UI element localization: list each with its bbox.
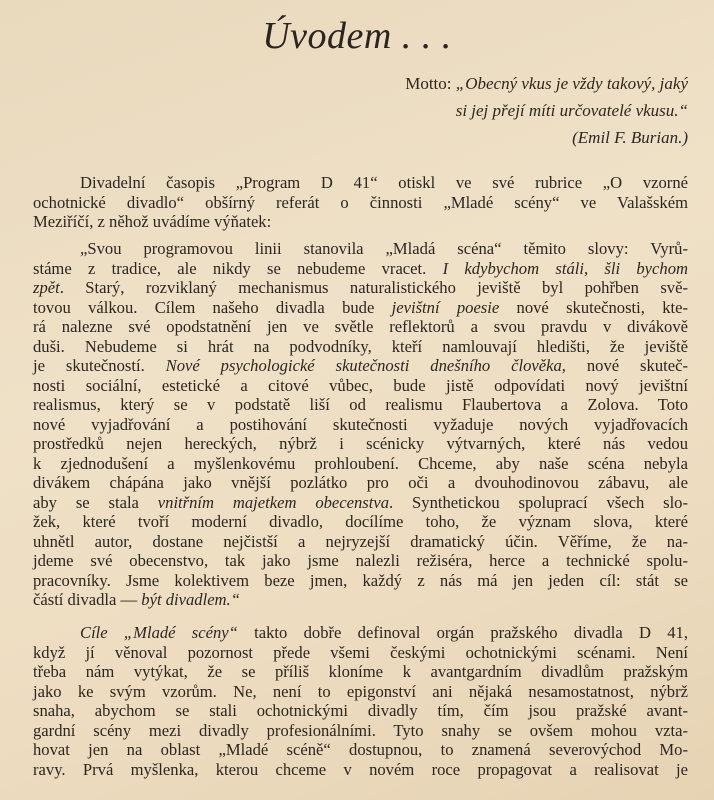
text: gardní scény mezi divadly profesionálními. Tyto snahy se ovšem mohou vzta- <box>33 720 688 740</box>
text: . Synthetickou spoluprací všech slo- <box>389 492 689 512</box>
italic-text: vnitřním majetkem obecenstva <box>157 492 390 512</box>
text: k zjednodušení a myšlenkovému prohloubení. Chceme, aby naše scéna nebyla <box>33 453 688 473</box>
text: Meziříčí, z něhož uvádíme výňatek: <box>33 212 272 231</box>
text: hovat jen na oblast „Mladé scéně“ dostupnou, to znamená severovýchod Mo- <box>33 740 688 759</box>
text-line <box>33 298 688 318</box>
text-line <box>33 701 688 721</box>
text: duši. Nebudeme si hrát na podvodníky, kteří namlouvají hledišti, že jeviště <box>33 336 688 356</box>
text-line <box>33 643 688 663</box>
text: ravy. Prvá myšlenka, kterou chceme v novém roce propagovat a realisovat je <box>33 759 688 779</box>
motto-quote-2: si jej přejí míti určovatelé vkusu.“ <box>455 101 688 120</box>
text: jdeme své obecenstvo, tak jako jsme nalezli režiséra, herce a technické spolu- <box>33 551 688 570</box>
italic-text: Cíle „Mladé scény“ <box>80 623 238 642</box>
page-title: Úvodem . . . <box>262 15 452 57</box>
text-line <box>33 212 688 232</box>
text: stáme z tradice, ale nikdy se nebudeme vracet. <box>33 258 443 278</box>
italic-text: být divadlem.“ <box>141 590 240 609</box>
text: uhnětl autor, dostane nejčistší a nejryzejší dramatický účin. Věříme, že na- <box>33 531 688 551</box>
text: ochotnické divadlo“ obšírný referát o činnosti „Mladé scény“ ve Valašském <box>33 192 688 212</box>
italic-text: I kdybychom stáli, šli bychom <box>442 258 688 278</box>
italic-text: Nové psychologické skutečnosti dnešního člověka, <box>165 356 566 375</box>
text: žek, které tvoří moderní divadlo, docílíme toho, že význam slova, které <box>33 512 688 531</box>
text: snaha, abychom se stali ochotnickými divadly tím, čím jsou pražské avant- <box>33 701 688 720</box>
text-line <box>33 317 688 337</box>
text-line <box>33 278 688 298</box>
motto-line-1 <box>405 74 688 94</box>
text-line <box>33 551 688 571</box>
text-line <box>33 434 688 454</box>
text-line <box>33 395 688 415</box>
text-line <box>33 662 688 682</box>
text: třeba nám vytýkat, že se příliš kloníme k avantgardním divadlům pražským <box>33 662 688 681</box>
text-line <box>33 590 688 610</box>
paragraph-quotation <box>33 239 688 610</box>
text: je skutečností. <box>33 356 166 375</box>
text-line <box>33 623 688 643</box>
text-line <box>33 682 688 702</box>
text: „Svou programovou linii stanovila „Mladá scéna“ těmito slovy: Vyrů- <box>80 239 688 258</box>
text-line <box>33 760 688 780</box>
text-line <box>33 415 688 435</box>
text-line <box>33 740 688 760</box>
text: když jí věnoval pozornost přede všemi českými ochotnickými scénami. Není <box>33 642 688 662</box>
text-line <box>33 173 688 193</box>
text: tovou válkou. Cílem našeho divadla bude <box>33 297 392 317</box>
italic-text: zpět <box>33 278 60 297</box>
text-line <box>33 571 688 591</box>
text-line <box>33 493 688 513</box>
text: jako ke svým vzorům. Ne, není to epigonství ani nějaká nesamostatnost, nýbrž <box>33 681 688 701</box>
text-line <box>33 376 688 396</box>
text-line <box>33 512 688 532</box>
text: realismus, který se v podstatě liší od realismu Flaubertova a Zolova. Toto <box>33 395 688 414</box>
motto-author: (Emil F. Burian.) <box>572 128 688 147</box>
paragraph-intro <box>33 173 688 232</box>
text: Divadelní časopis „Program D 41“ otiskl ve své rubrice „O vzorné <box>80 173 688 192</box>
text: prostředků nejen hereckých, nýbrž i scénicky výtvarných, které nás vedou <box>33 434 688 453</box>
text: nové skutečnosti, kte- <box>499 297 689 317</box>
text: pracovníky. Jsme kolektivem beze jmen, každý z nás má jen jeden cíl: stát se <box>33 570 688 590</box>
text-line <box>33 721 688 741</box>
text-line <box>33 473 688 493</box>
text: takto dobře definoval orgán pražského divadla D 41, <box>237 623 688 642</box>
text: nové vyjadřování a postihování skutečnosti vyžaduje nových vyjadřovacích <box>33 414 688 434</box>
text-line <box>33 259 688 279</box>
text-line <box>33 356 688 376</box>
text-line <box>33 532 688 552</box>
text: rá nalezne své opodstatnění jen ve světle reflektorů a svou pravdu v divákově <box>33 317 688 336</box>
text-line <box>33 454 688 474</box>
motto-label: Motto: <box>405 74 456 93</box>
text: aby se stala <box>33 492 158 512</box>
text: divákem chápána jako vnější pozlátko pro oči a dvouhodinovou zábavu, ale <box>33 473 688 492</box>
text-line <box>33 193 688 213</box>
text: . Starý, rozviklaný mechanismus naturalistického jeviště byl pohřben svě- <box>59 278 688 297</box>
text: částí divadla — <box>33 590 142 609</box>
italic-text: jevištní poesie <box>391 297 500 317</box>
text-line <box>33 337 688 357</box>
motto-quote-1: „Obecný vkus je vždy takový, jaký <box>455 74 688 93</box>
text: nové skuteč- <box>565 356 688 375</box>
text-line <box>33 239 688 259</box>
paragraph-goals <box>33 623 688 779</box>
text: nosti sociální, estetické a citové vůbec, bude jistě odpovídati nový jevištní <box>33 375 688 395</box>
